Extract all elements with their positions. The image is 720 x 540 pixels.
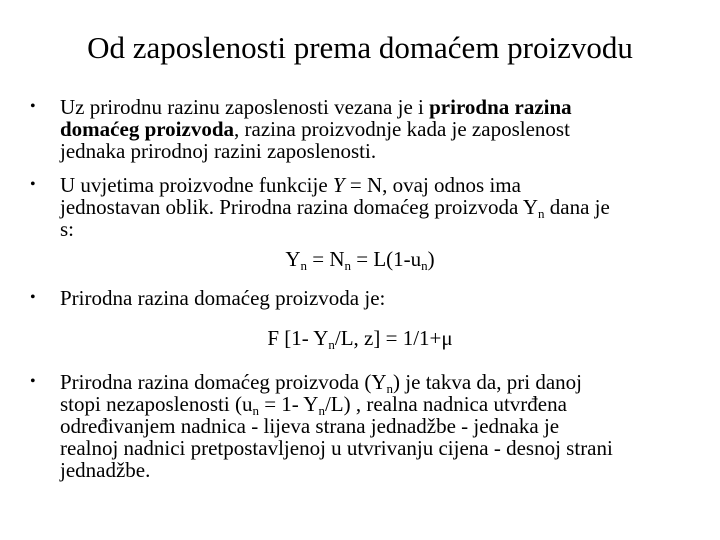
bullet-icon: • xyxy=(30,373,36,390)
text: = L(1-u xyxy=(351,247,422,271)
subscript: n xyxy=(318,403,325,418)
subscript: n xyxy=(386,381,394,396)
bullet-4-line-5: jednadžbe. xyxy=(60,458,151,482)
bullet-4-line-3: određivanjem nadnica - lijeva strana jednadžbe - jednaka je xyxy=(60,414,560,438)
text: = 1- Y xyxy=(258,392,319,416)
bullet-2-line-1 xyxy=(60,174,521,196)
bold-term: prirodna razina xyxy=(429,95,572,119)
subscript: n xyxy=(252,403,259,418)
text: , razina proizvodnje kada je zaposlenost xyxy=(234,117,570,141)
text: Uz prirodnu razinu zaposlenosti vezana je i xyxy=(60,95,430,119)
bullet-2-line-2 xyxy=(60,195,610,221)
text: jednostavan oblik. Prirodna razina domaćeg proizvoda Y xyxy=(60,195,538,219)
bullet-4-line-1 xyxy=(60,370,582,396)
text: /L) , realna nadnica utvrđena xyxy=(324,392,567,416)
bullet-2-line-3: s: xyxy=(60,217,75,241)
bullet-4-line-2 xyxy=(60,392,567,418)
subscript: n xyxy=(328,337,335,352)
text: ) xyxy=(427,247,435,271)
bold-term: domaćeg proizvoda xyxy=(60,117,235,141)
subscript: n xyxy=(344,258,351,273)
text: = N xyxy=(306,247,345,271)
subscript: n xyxy=(421,258,428,273)
equation-wage-price xyxy=(0,326,720,352)
bullet-4-line-4: realnoj nadnici pretpostavljenoj u utvrivanju cijena - desnoj strani xyxy=(60,436,613,460)
text: ) je takva da, pri danoj xyxy=(393,370,582,394)
text: Y xyxy=(285,247,301,271)
bullet-icon: • xyxy=(30,289,36,306)
text: U uvjetima proizvodne funkcije xyxy=(60,173,333,197)
text: Prirodna razina domaćeg proizvoda (Y xyxy=(60,370,387,394)
text: dana je xyxy=(544,195,610,219)
text: F [1- Y xyxy=(267,326,329,350)
text: stopi nezaposlenosti (u xyxy=(60,392,253,416)
equation-natural-output xyxy=(0,247,720,273)
bullet-icon: • xyxy=(30,176,36,193)
bullet-icon: • xyxy=(30,98,36,115)
bullet-1-line-1 xyxy=(60,96,572,118)
slide-title: Od zaposlenosti prema domaćem proizvodu xyxy=(87,30,633,65)
text: = N, ovaj odnos ima xyxy=(344,173,521,197)
variable: Y xyxy=(332,173,345,197)
bullet-1-line-2 xyxy=(60,118,570,140)
bullet-1-line-3: jednaka prirodnoj razini zaposlenosti. xyxy=(60,139,377,163)
subscript: n xyxy=(538,206,545,221)
bullet-3-line-1: Prirodna razina domaćeg proizvoda je: xyxy=(60,286,386,310)
subscript: n xyxy=(300,258,307,273)
text: /L, z] = 1/1+μ xyxy=(334,326,453,350)
